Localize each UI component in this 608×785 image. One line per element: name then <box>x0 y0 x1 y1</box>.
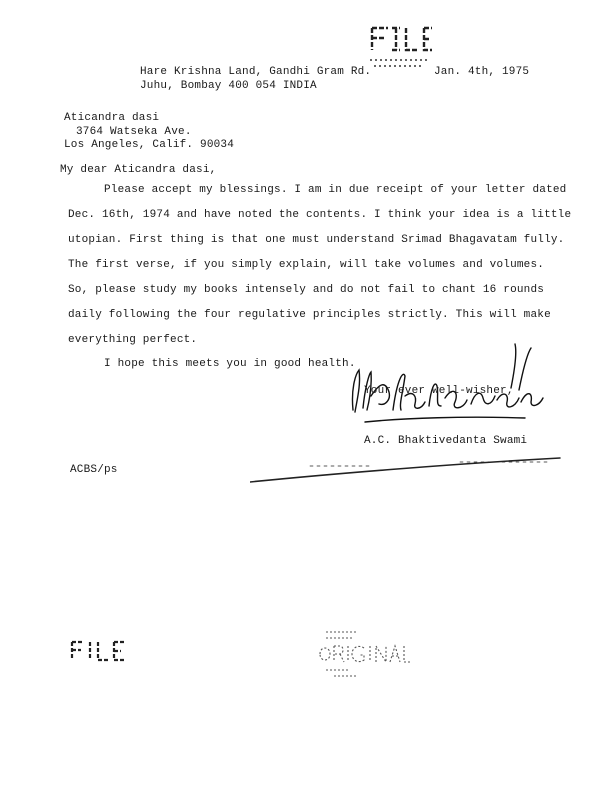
closing: Your ever well-wisher, <box>364 385 514 397</box>
signatory-name: A.C. Bhaktivedanta Swami <box>364 435 528 447</box>
file-stamp-bottom <box>70 638 126 664</box>
body-line: daily following the four regulative principles strictly. This will make <box>68 309 551 321</box>
recipient-name: Aticandra dasi <box>64 112 160 124</box>
body-line: Dec. 16th, 1974 and have noted the contents. I think your idea is a little <box>68 209 572 221</box>
recipient-street: 3764 Watseka Ave. <box>76 126 192 138</box>
body-line: So, please study my books intensely and do not fail to chant 16 rounds <box>68 284 545 296</box>
body-line: everything perfect. <box>68 334 198 346</box>
recipient-city: Los Angeles, Calif. 90034 <box>64 139 235 151</box>
file-stamp-top <box>368 20 434 68</box>
body-line: utopian. First thing is that one must understand Srimad Bhagavatam fully. <box>68 234 565 246</box>
reference-initials: ACBS/ps <box>70 464 118 476</box>
body-line: The first verse, if you simply explain, will take volumes and volumes. <box>68 259 545 271</box>
horizontal-rule <box>250 452 562 488</box>
letterhead-address-line2: Juhu, Bombay 400 054 INDIA <box>140 80 317 92</box>
salutation: My dear Aticandra dasi, <box>60 164 217 176</box>
body-paragraph-2: I hope this meets you in good health. <box>104 358 356 370</box>
letter-date: Jan. 4th, 1975 <box>434 66 530 78</box>
body-line: Please accept my blessings. I am in due receipt of your letter dated <box>104 184 567 196</box>
original-stamp <box>318 628 410 686</box>
letterhead-address-line1: Hare Krishna Land, Gandhi Gram Rd. <box>140 66 372 78</box>
